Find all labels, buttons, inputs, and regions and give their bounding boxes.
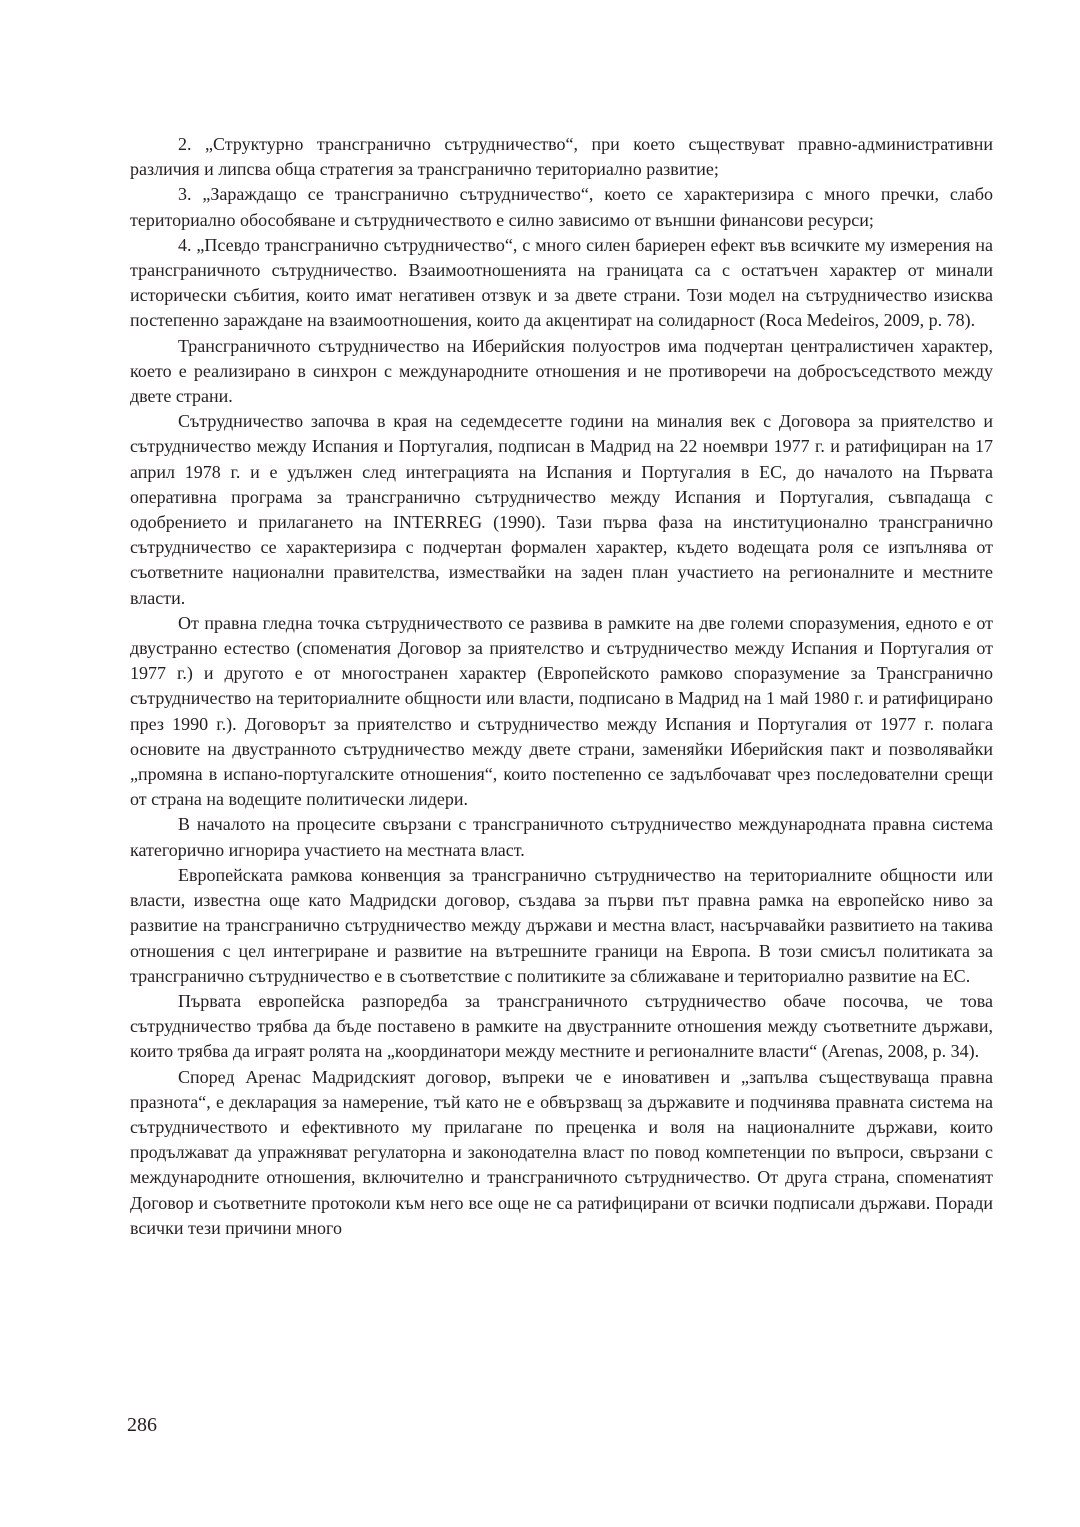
paragraph-9: Първата европейска разпоредба за трансграничното сътрудничество обаче посочва, че това сътрудничество трябва да бъде поставено в рамките на двустранните отношения между съответните държави, които трябва да играят ролята на „координатори между местните и регионалните власти“ (Arenas, 2008, p. 34). [130, 990, 993, 1062]
paragraph-8: Европейската рамкова конвенция за трансгранично сътрудничество на териториалните общности или власти, известна още като Мадридски договор, създава за първи път правна рамка на европейско ниво за развитие на трансгранично сътрудничество между държави и местна власт, насърчавайки развитието на такива отношения с цел интегриране и развитие на вътрешните граници на Европа. В този смисъл политиката за трансгранично сътрудничество е в съответствие с политиките за сближаване и териториално развитие на ЕС. [130, 864, 993, 986]
page-number: 286 [127, 1414, 157, 1436]
paragraph-3: 4. „Псевдо трансгранично сътрудничество“, с много силен бариерен ефект във всичките му измерения на трансграничното сътрудничество. Взаимоотношенията на границата са с остатъчен характер от минали исторически събития, които имат негативен отзвук и за двете страни. Този модел на сътрудничество изисква постепенно зараждане на взаимоотношения, които да акцентират на солидарност (Roca Medeiros, 2009, p. 78). [130, 234, 993, 331]
body-text [130, 132, 993, 1241]
paragraph-4: Трансграничното сътрудничество на Иберийския полуостров има подчертан централистичен характер, което е реализирано в синхрон с международните отношения и не противоречи на добросъседството между двете страни. [130, 335, 993, 407]
paragraph-5: Сътрудничество започва в края на седемдесетте години на миналия век с Договора за приятелство и сътрудничество между Испания и Португалия, подписан в Мадрид на 22 ноември 1977 г. и ратифициран на 17 април 1978 г. и е удължен след интеграцията на Испания и Португалия в ЕС, до началото на Първата оперативна програма за трансгранично сътрудничество между Испания и Португалия, съвпадаща с одобрението и прилагането на INTERREG (1990). Тази първа фаза на институционално трансгранично сътрудничество се характеризира с подчертан формален характер, където водещата роля се изпълнява от съответните национални правителства, измествайки на заден план участието на регионалните и местните власти. [130, 411, 993, 608]
paragraph-10: Според Аренас Мадридският договор, въпреки че е иновативен и „запълва съществуваща правна празнота“, е декларация за намерение, тъй като не е обвързващ за държавите и подчинява правната система на сътрудничеството и ефективното му прилагане по преценка и воля на националните държави, които продължават да упражняват регулаторна и законодателна власт по повод компетенции по въпроси, свързани с международните отношения, включително и трансграничното сътрудничество. От друга страна, споменатият Договор и съответните протоколи към него все още не са ратифицирани от всички подписали държави. Поради всички тези причини много [130, 1066, 993, 1238]
paragraph-2: 3. „Зараждащо се трансгранично сътрудничество“, което се характеризира с много пречки, слабо териториално обособяване и сътрудничеството е силно зависимо от външни финансови ресурси; [130, 184, 993, 230]
paragraph-6: От правна гледна точка сътрудничеството се развива в рамките на две големи споразумения, едното е от двустранно естество (споменатия Договор за приятелство и сътрудничество между Испания и Португалия от 1977 г.) и другото е от многостранен характер (Европейското рамково споразумение за Трансгранично сътрудничество на териториалните общности или власти, подписано в Мадрид на 1 май 1980 г. и ратифицирано през 1990 г.). Договорът за приятелство и сътрудничество между Испания и Португалия от 1977 г. полага основите на двустранното сътрудничество между двете страни, заменяйки Иберийския пакт и позволявайки „промяна в испано-португалските отношения“, които постепенно се задълбочават чрез последователни срещи от страна на водещите политически лидери. [130, 612, 993, 810]
paragraph-1: 2. „Структурно трансгранично сътрудничество“, при което съществуват правно-административни различия и липсва обща стратегия за трансгранично териториално развитие; [130, 134, 993, 180]
paragraph-7: В началото на процесите свързани с трансграничното сътрудничество международната правна система категорично игнорира участието на местната власт. [130, 814, 993, 860]
